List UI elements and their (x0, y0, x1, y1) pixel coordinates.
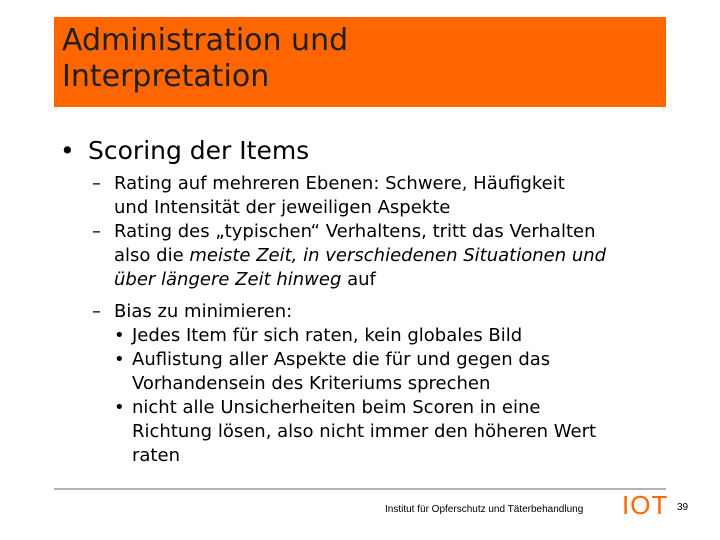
bullet-marker: • (114, 397, 125, 418)
slide-title-line-2: Interpretation (62, 59, 270, 94)
line: nicht alle Unsicherheiten beim Scoren in eine (132, 397, 541, 418)
line: raten (132, 445, 180, 466)
sub-sub-item (92, 348, 672, 396)
sub-item-bias (92, 300, 672, 324)
footer-institute: Institut für Opferschutz und Täterbehandlung (385, 504, 584, 515)
line: und Intensität der jeweiligen Aspekte (114, 197, 451, 218)
bullet-marker: • (114, 349, 125, 370)
sub-sub-item (92, 324, 672, 348)
slide-title-line-1: Administration und (62, 23, 349, 58)
dash-marker: – (92, 173, 101, 194)
dash-marker: – (92, 221, 101, 242)
sub-sub-item (92, 396, 672, 468)
page-number: 39 (677, 502, 689, 513)
bullet-text: Scoring der Items (88, 136, 310, 165)
line: Rating des „typischen“ Verhaltens, tritt das Verhalten (114, 221, 596, 242)
title-banner (54, 17, 666, 107)
line: Bias zu minimieren: (114, 301, 293, 322)
slide-body (92, 172, 672, 468)
iot-logo: IOT (622, 490, 669, 520)
line (114, 268, 672, 292)
line (114, 244, 672, 268)
bullet-marker: • (60, 136, 75, 165)
sub-item-typical-behavior (92, 220, 672, 292)
text: also die (114, 245, 190, 266)
bullet-scoring (60, 134, 309, 168)
line: Auflistung aller Aspekte die für und gegen das (132, 349, 551, 370)
line: Jedes Item für sich raten, kein globales Bild (132, 325, 523, 346)
line: Richtung lösen, also nicht immer den höheren Wert (132, 421, 597, 442)
sub-item-rating-levels (92, 172, 672, 220)
text: auf (341, 269, 376, 290)
italic-text: über längere Zeit hinweg (114, 269, 342, 290)
line: Rating auf mehreren Ebenen: Schwere, Häufigkeit (114, 173, 565, 194)
italic-text: meiste Zeit, in verschiedenen Situationen und (189, 245, 607, 266)
dash-marker: – (92, 301, 101, 322)
footer-divider (54, 488, 666, 490)
line: Vorhandensein des Kriteriums sprechen (132, 373, 491, 394)
bullet-marker: • (114, 325, 125, 346)
